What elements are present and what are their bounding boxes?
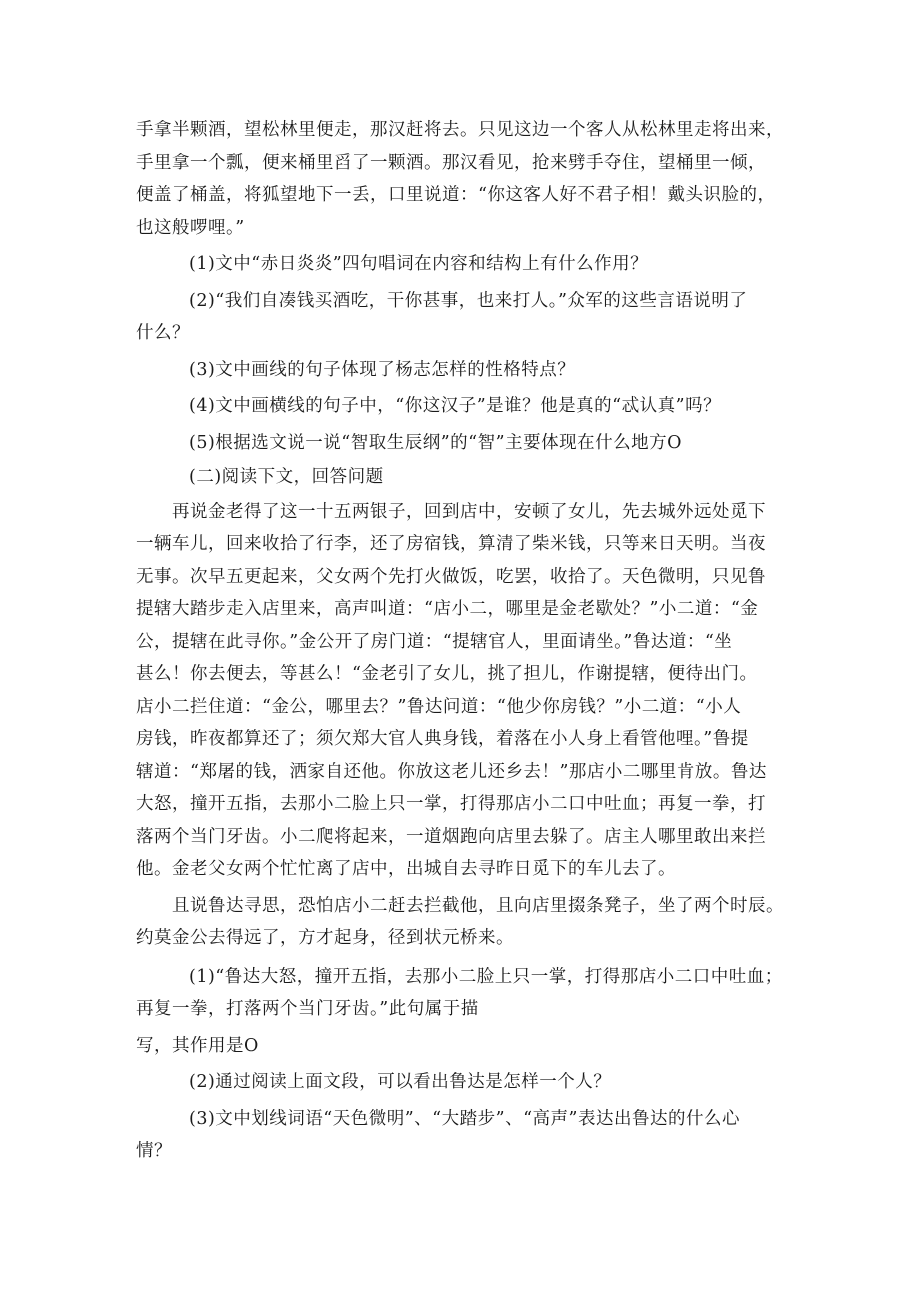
text-line: 提辖大踏步走入店里来，高声叫道：“店小二，哪里是金老歇处？”小二道：“金 xyxy=(136,599,759,619)
text-line: 他。金老父女两个忙忙离了店中，出城自去寻昨日觅下的车儿去了。 xyxy=(136,859,676,879)
passage-excerpt-2 xyxy=(136,496,800,955)
question-item: (1)文中“赤日炎炎”四句唱词在内容和结构上有什么作用？ xyxy=(189,254,649,274)
question-item-continued: 写，其作用是O xyxy=(136,1035,259,1056)
text-line: 且说鲁达寻思，恐怕店小二赶去拦截他，且向店里掇条凳子，坐了两个时辰。 xyxy=(172,895,784,916)
text-line: 公，提辖在此寻你。”金公开了房门道：“提辖官人，里面请坐。”鲁达道：“坐 xyxy=(136,631,733,652)
text-line: 再说金老得了这一十五两银子，回到店中，安顿了女儿，先去城外远处觅下 xyxy=(172,501,766,522)
question-item: (5)根据选文说一说“智取生辰纲”的“智”主要体现在什么地方O xyxy=(189,432,682,453)
question-item-continued: 再复一拳，打落两个当门牙齿。”此句属于描 xyxy=(136,999,479,1019)
question-item: (3)文中画线的句子体现了杨志怎样的性格特点？ xyxy=(189,359,576,380)
question-list-2 xyxy=(136,961,800,1168)
question-item-continued: 情？ xyxy=(136,1141,172,1161)
question-item: (2)“我们自凑钱买酒吃，干你甚事，也来打人。”众军的这些言语说明了 xyxy=(189,290,748,311)
text-line: 甚么！你去便去，等甚么！“金老引了女儿，挑了担儿，作谢提辖，便待出门。 xyxy=(136,664,758,684)
question-item: (3)文中划线词语“天色微明”、“大踏步”、“高声”表达出鲁达的什么心 xyxy=(189,1108,740,1129)
text-line: 落两个当门牙齿。小二爬将起来，一道烟跑向店里去躲了。店主人哪里敢出来拦 xyxy=(136,826,766,847)
passage-excerpt-1 xyxy=(136,114,800,244)
text-line: 一辆车儿，回来收拾了行李，还了房宿钱，算清了柴米钱，只等来日天明。当夜 xyxy=(136,534,766,554)
text-line: 店小二拦住道：“金公，哪里去？”鲁达问道：“他少你房钱？”小二道：“小人 xyxy=(136,696,742,717)
question-list-1 xyxy=(136,248,800,459)
question-item: (2)通过阅读上面文段，可以看出鲁达是怎样一个人？ xyxy=(189,1072,612,1092)
question-item: (4)文中画横线的句子中，“你这汉子”是谁？他是真的“忒认真”吗？ xyxy=(189,396,722,416)
question-item: (1)“鲁达大怒，撞开五指，去那小二脸上只一掌，打得那店小二口中吐血； xyxy=(189,966,783,987)
text-line: 约莫金公去得远了，方才起身，径到状元桥来。 xyxy=(136,928,514,948)
text-line: 辖道：“郑屠的钱，洒家自还他。你放这老儿还乡去！”那店小二哪里肯放。鲁达 xyxy=(136,761,767,782)
text-line: 手里拿一个瓢，便来桶里舀了一颗酒。那汉看见，抢来劈手夺住，望桶里一倾， xyxy=(136,152,766,173)
text-line: 便盖了桶盖，将狐望地下一丢，口里说道：“你这客人好不君子相！戴头识脸的， xyxy=(136,185,776,205)
text-line: 手拿半颗酒，望松林里便走，那汉赶将去。只见这边一个客人从松林里走将出来， xyxy=(136,120,784,140)
text-line: 无事。次早五更起来，父女两个先打火做饭，吃罢，收拾了。天色微明，只见鲁 xyxy=(136,566,766,587)
section-heading: (二)阅读下文，回答问题 xyxy=(189,467,384,487)
text-line: 也这般啰哩。” xyxy=(136,217,245,238)
question-item-continued: 什么？ xyxy=(136,323,190,343)
text-line: 大怒，撞开五指，去那小二脸上只一掌，打得那店小二口中吐血；再复一拳，打 xyxy=(136,794,766,814)
text-line: 房钱，昨夜都算还了；须欠郑大官人典身钱，着落在小人身上看管他哩。”鲁提 xyxy=(136,729,749,749)
